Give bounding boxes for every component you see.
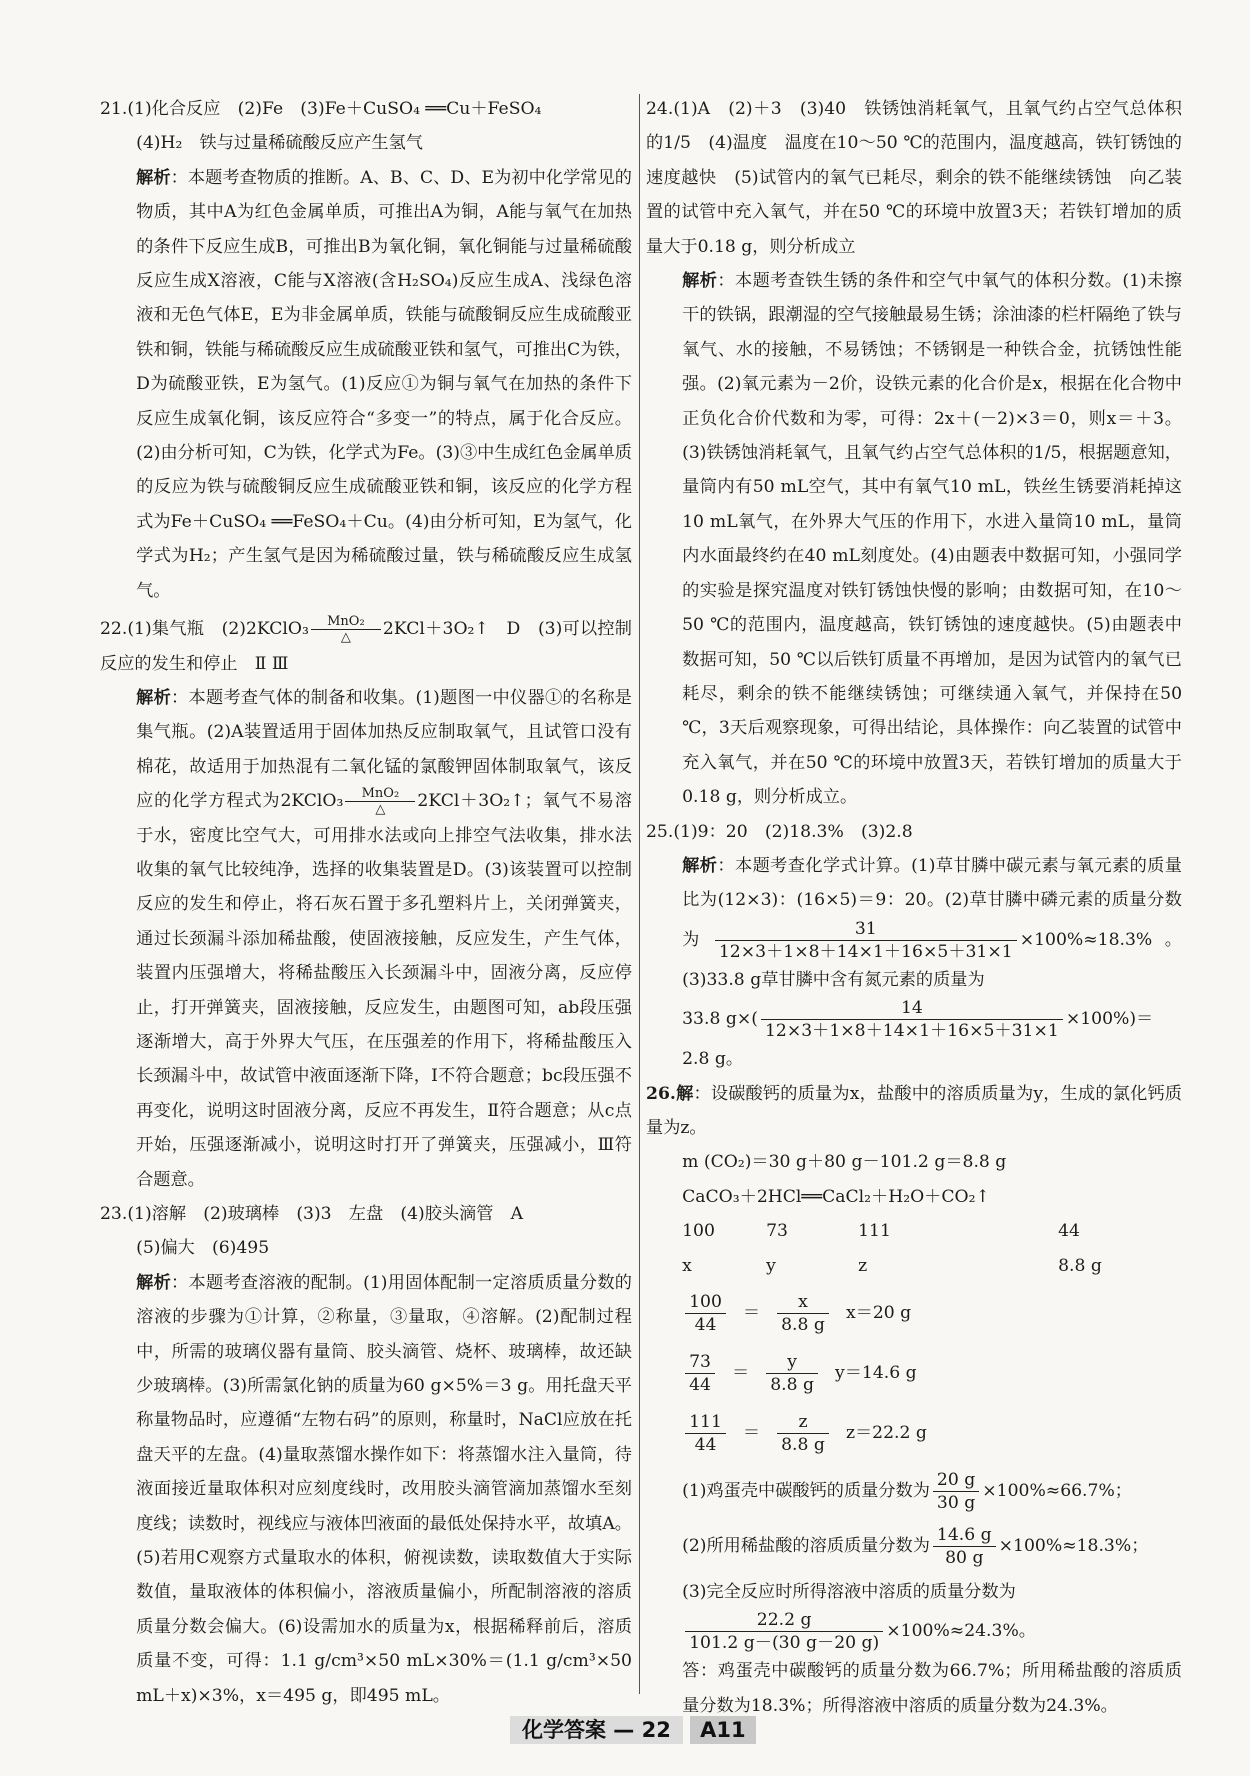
mass-prefix: 33.8 g×( (682, 1009, 758, 1030)
left-column (100, 92, 632, 1713)
fraction-numerator: 73 (685, 1351, 715, 1374)
question-21 (100, 92, 632, 608)
q21-answer-line2: (4)H₂ 铁与过量稀硫酸反应产生氢气 (136, 133, 423, 154)
right-column (646, 92, 1182, 1723)
mass-hcl: 73 (766, 1221, 788, 1242)
fraction-denominator: 80 g (945, 1548, 984, 1568)
unknown-x: x (682, 1255, 692, 1276)
known-co2: 8.8 g (1058, 1255, 1102, 1276)
mass-h2o (966, 1214, 1058, 1248)
page-number: A11 (690, 1716, 755, 1744)
fraction-denominator: 8.8 g (781, 1434, 825, 1455)
heat-symbol: △ (375, 802, 386, 818)
fraction-numerator: 14 (761, 997, 1063, 1020)
fraction-numerator: z (777, 1411, 829, 1434)
ratio-left (685, 1411, 726, 1456)
analysis-label: 解析 (136, 1272, 172, 1293)
fraction-denominator: 30 g (936, 1493, 976, 1513)
q25-answer: 25.(1)9：20 (2)18.3% (3)2.8 (646, 821, 913, 842)
unknown-z: z (858, 1255, 868, 1276)
question-22 (100, 612, 632, 1197)
question-26 (646, 1077, 1182, 1724)
q26-intro-text: ：设碳酸钙的质量为x，盐酸中的溶质质量为y，生成的氯化钙质量为z。 (646, 1083, 1182, 1138)
q25-analysis (646, 849, 1182, 997)
q21-answer-line1: 21.(1)化合反应 (2)Fe (3)Fe＋CuSO₄ ══Cu＋FeSO₄ (100, 99, 542, 119)
nitrogen-suffix: ×100%)＝ (1065, 1009, 1154, 1030)
part-result: ×100%≈18.3%； (998, 1536, 1149, 1556)
fraction-denominator: 12×3＋1×8＋14×1＋16×5＋31×1 (718, 941, 1013, 962)
fraction-denominator: 8.8 g (781, 1314, 825, 1335)
q22-answer (100, 612, 632, 681)
mass-caco3: 100 (682, 1221, 715, 1242)
q25-analysis-b: ×100%≈18.3%。(3)33.8 g草甘膦中含有氮元素的质量为 (682, 929, 1182, 990)
fraction-numerator: 111 (685, 1411, 726, 1434)
fraction-denominator: 44 (694, 1434, 717, 1455)
q26-part1 (646, 1469, 1182, 1514)
q23-analysis-text: ：本题考查溶液的配制。(1)用固体配制一定溶质质量分数的溶液的步骤为①计算，②称量，③量取，④溶解。(2)配制过程中，所需的玻璃仪器有量筒、胶头滴管、烧杯、玻璃棒，故还缺少玻璃棒。(3)所需氯化钠的质量为60 g×5%＝3 g。用托盘天平称量物品时，应遵循“左物右码”的原则，称量时，NaCl应放在托盘天平的左盘。(4)量取蒸馏水操作如下：将蒸馏水注入量筒，待液面接近量取体积对应刻度线时，改用胶头滴管滴加蒸馏水至刻度线；读数时，视线应与液体凹液面的最低处保持水平，故填A。(5)若用C观察方式量取水的体积，俯视读数，读取数值大于实际数值，量取液体的体积偏小，溶液质量偏小，所配制溶液的溶质质量分数会偏大。(6)设需加水的质量为x，根据稀释前后，溶质质量不变，可得：1.1 g/cm³×50 mL×30%＝(1.1 g/cm³×50 mL＋x)×3%，x＝495 g，即495 mL。 (136, 1272, 632, 1706)
solution-label: 26.解 (646, 1083, 694, 1104)
fraction-denominator: 101.2 g－(30 g－20 g) (689, 1633, 880, 1654)
analysis-label: 解析 (682, 271, 718, 292)
q24-analysis-text: ：本题考查铁生锈的条件和空气中氧气的体积分数。(1)未擦干的铁锅，跟潮湿的空气接触最易生锈；涂油漆的栏杆隔绝了铁与氧气、水的接触，不易锈蚀；不锈钢是一种铁合金，抗锈蚀性能强。(2)氧元素为－2价，设铁元素的化合价是x，根据在化合物中正负化合价代数和为零，可得：2x＋(－2)×3＝0，则x＝＋3。(3)铁锈蚀消耗氧气，且氧气约占空气总体积的1/5，根据题意知，量筒内有50 mL空气，其中有氧气10 mL，铁丝生锈要消耗掉这10 mL氧气，在外界大气压的作用下，水进入量筒10 mL，量筒内水面最终约在40 mL刻度处。(4)由题表中数据可知，小强同学的实验是探究温度对铁钉锈蚀快慢的影响；由数据可知，在10～50 ℃的范围内，温度越高，铁钉锈蚀的速度越快。(5)由题表中数据可知，50 ℃以后铁钉质量不再增加，是因为试管内的氧气已耗尽，剩余的铁不能继续锈蚀；可继续通入氧气，并保持在50 ℃，3天后观察现象，可得出结论，具体操作：向乙装置的试管中充入氧气，并在50 ℃的环境中放置3天，若铁钉增加的质量大于0.18 g，则分析成立。 (682, 271, 1182, 808)
part-text: (1)鸡蛋壳中碳酸钙的质量分数为 (682, 1481, 930, 1501)
q23-analysis (100, 1266, 632, 1713)
q26-part3: (3)完全反应时所得溶液中溶质的质量分数为 (682, 1582, 1016, 1602)
ratio-left (685, 1351, 715, 1396)
q25-nitrogen-calc (646, 997, 1182, 1042)
ratio-y: $\frac{73}{44}$ ＝ $\frac{y}{8.8 g}$ y＝14.6 g (646, 1343, 1182, 1403)
q26-co2-mass: m (CO₂)＝30 g＋80 g－101.2 g＝8.8 g (682, 1152, 1007, 1173)
q24-analysis (646, 264, 1182, 815)
q21-analysis-text: ：本题考查物质的推断。A、B、C、D、E为初中化学常见的物质，其中A为红色金属单质，可推出A为铜，A能与氧气在加热的条件下反应生成B，可推出B为氧化铜，氧化铜能与过量稀硫酸反应生成X溶液，C能与X溶液(含H₂SO₄)反应生成A、浅绿色溶液和无色气体E，E为非金属单质，铁能与硫酸铜反应生成硫酸亚铁和铜，铁能与稀硫酸反应生成硫酸亚铁和氢气，可推出C为铁，D为硫酸亚铁，E为氢气。(1)反应①为铜与氧气在加热的条件下反应生成氧化铜，该反应符合“多变一”的特点，属于化合反应。(2)由分析可知，C为铁，化学式为Fe。(3)③中生成红色金属单质的反应为铁与硫酸铜反应生成硫酸亚铁和铜，该反应的化学方程式为Fe＋CuSO₄ ══FeSO₄＋Cu。(4)由分析可知，E为氢气，化学式为H₂；产生氢气是因为稀硫酸过量，铁与稀硫酸反应生成氢气。 (136, 167, 632, 601)
ratio-x: $\frac{100}{44}$ ＝ $\frac{x}{8.8 g}$ x＝20 g (646, 1283, 1182, 1343)
heat-symbol: △ (340, 630, 351, 646)
question-24 (646, 92, 1182, 815)
catalyst-label: MnO₂ (327, 614, 365, 630)
q26-intro (646, 1077, 1182, 1146)
fraction-numerator: 31 (715, 918, 1017, 941)
ratio-result: x＝20 g (845, 1302, 912, 1323)
fraction-numerator: 22.2 g (685, 1609, 883, 1632)
fraction-denominator: 44 (694, 1314, 717, 1335)
reaction-condition-2 (345, 786, 415, 817)
q22-analysis-b: 2KCl＋3O₂↑；氧气不易溶于水，密度比空气大，可用排水法或向上排空气法收集，排水法收集的氧气比较纯净，选择的收集装置是D。(3)该装置可以控制反应的发生和停止，将石灰石置于多孔塑料片上，关闭弹簧夹，通过长颈漏斗添加稀盐酸，使固液接触，反应发生，产生气体，装置内压强增大，将稀盐酸压入长颈漏斗中，固液分离，反应停止，打开弹簧夹，固液接触，反应发生，由题图可知，ab段压强逐渐增大，高于外界大气压，在压强差的作用下，将稀盐酸压入长颈漏斗中，故试管中液面逐渐下降，Ⅰ不符合题意；bc段压强不再变化，说明这时固液分离，反应不再发生，Ⅱ符合题意；从c点开始，压强逐渐减小，说明这时打开了弹簧夹，压强减小，Ⅲ符合题意。 (136, 791, 632, 1190)
mass-cacl2: 111 (858, 1221, 891, 1242)
column-divider (639, 94, 640, 1694)
q26-equation: CaCO₃＋2HCl══CaCl₂＋H₂O＋CO₂↑ (682, 1186, 990, 1207)
ratio-z: $\frac{111}{44}$ ＝ $\frac{z}{8.8 g}$ z＝22.2 g (646, 1403, 1182, 1463)
q26-part2 (646, 1524, 1182, 1569)
q25-result: 2.8 g。 (682, 1049, 744, 1070)
question-25 (646, 815, 1182, 1077)
fraction-numerator: 14.6 g (933, 1524, 996, 1547)
fraction-numerator: y (766, 1351, 818, 1374)
part-fraction (933, 1524, 996, 1569)
part-text: (2)所用稀盐酸的溶质质量分数为 (682, 1536, 930, 1556)
q26-answer: 答：鸡蛋壳中碳酸钙的质量分数为66.7%；所用稀盐酸的溶质质量分数为18.3%；所得溶液中溶质的质量分数为24.3%。 (682, 1661, 1182, 1716)
unknown-y: y (766, 1255, 776, 1276)
q25-analysis-a: ：本题考查化学式计算。(1)草甘膦中碳元素与氧元素的质量比为(12×3)：(16×5)＝9：20。(2)草甘膦中磷元素的质量分数为 (682, 855, 1182, 950)
fraction-numerator: x (777, 1291, 829, 1314)
part-result: ×100%≈24.3%。 (886, 1621, 1036, 1642)
q23-answer-line2: (5)偏大 (6)495 (136, 1238, 270, 1259)
part-fraction (685, 1609, 883, 1654)
nitrogen-fraction (761, 997, 1063, 1042)
analysis-label: 解析 (682, 855, 718, 876)
ratio-result: y＝14.6 g (835, 1362, 917, 1383)
fraction-denominator: 44 (689, 1374, 711, 1395)
page-footer (510, 1714, 756, 1744)
question-23 (100, 1197, 632, 1713)
q22-analysis (100, 681, 632, 1197)
q24-answer: 24.(1)A (2)＋3 (3)40 铁锈蚀消耗氧气，且氧气约占空气总体积的1/5 (4)温度 温度在10～50 ℃的范围内，温度越高，铁钉锈蚀的速度越快 (5)试管内的氧气已耗尽，剩余的铁不能继续锈蚀 向乙装置的试管中充入氧气，并在50 ℃的环境中放置3天；若铁钉增加的质量大于0.18 g，则分析成立 (646, 99, 1182, 257)
ratio-left (685, 1291, 726, 1336)
ratio-right (777, 1411, 829, 1456)
catalyst-label: MnO₂ (361, 786, 400, 802)
analysis-label: 解析 (136, 167, 171, 188)
q21-analysis (100, 161, 632, 608)
fraction-numerator: 100 (685, 1291, 726, 1314)
fraction-numerator: 20 g (933, 1469, 979, 1492)
fraction-denominator: 12×3＋1×8＋14×1＋16×5＋31×1 (764, 1021, 1059, 1042)
reaction-condition (311, 614, 381, 645)
ratio-result: z＝22.2 g (845, 1422, 927, 1443)
ratio-right (766, 1351, 818, 1396)
fraction-denominator: 8.8 g (770, 1374, 814, 1395)
mass-co2: 44 (1058, 1221, 1080, 1242)
part-fraction (933, 1469, 979, 1514)
q26-molar-masses (646, 1214, 1182, 1248)
ratio-right (777, 1291, 829, 1336)
analysis-label: 解析 (136, 687, 172, 708)
q23-answer-line1: 23.(1)溶解 (2)玻璃棒 (3)3 左盘 (4)胶头滴管 A (100, 1204, 524, 1224)
unknown-blank (966, 1249, 1058, 1283)
q26-unknowns (646, 1249, 1182, 1283)
q22-analysis-a: ：本题考查气体的制备和收集。(1)题图一中仪器①的名称是集气瓶。(2)A装置适用于固体加热反应制取氧气，且试管口没有棉花，故适用于加热混有二氧化锰的氯酸钾固体制取氧气，该反应的化学方程式为2KClO₃ (136, 687, 632, 812)
phosphorus-fraction (715, 918, 1017, 963)
q22-answer-b: 2KCl＋3O₂↑ D (3)可以控制反应的发生和停止 Ⅱ Ⅲ (100, 619, 632, 674)
footer-label: 化学答案 — 22 (510, 1716, 683, 1744)
q26-part3-calc (646, 1609, 1182, 1654)
part-result: ×100%≈66.7%； (982, 1481, 1132, 1501)
q22-answer-a: 22.(1)集气瓶 (2)2KClO₃ (100, 619, 309, 640)
